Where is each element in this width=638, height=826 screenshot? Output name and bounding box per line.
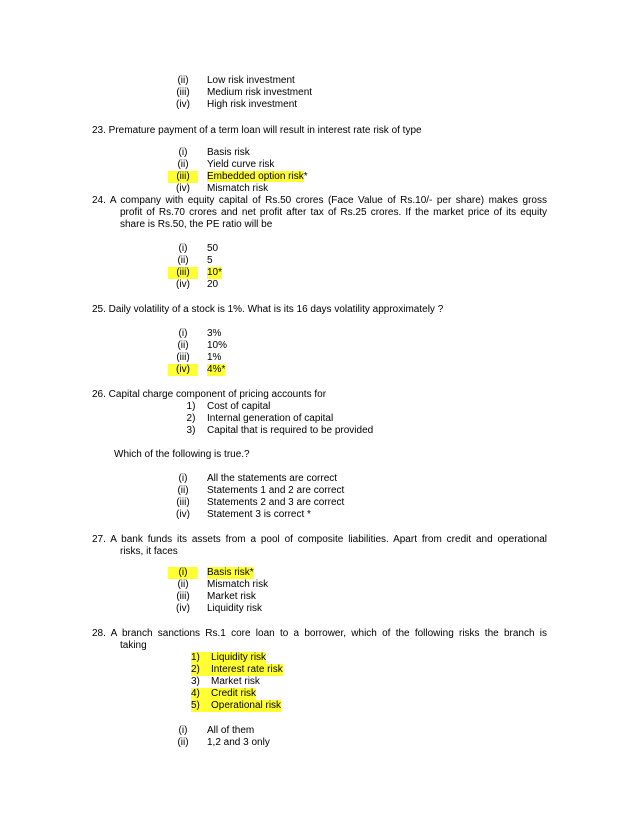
highlighted-sub-item (191, 664, 283, 676)
sub-item-text: Liquidity risk (211, 652, 267, 663)
question-26-stem: 26. Capital charge component of pricing accounts for (92, 389, 327, 400)
question-26-prompt: Which of the following is true.? (114, 449, 250, 460)
option-number: (ii) (177, 579, 189, 590)
option-number: (iii) (176, 87, 190, 98)
option-text: High risk investment (207, 99, 298, 110)
sub-item-number: 4) (191, 688, 200, 699)
option-text: Medium risk investment (207, 87, 313, 98)
option-text: 5 (207, 255, 213, 266)
option-text: 3% (207, 328, 222, 339)
answer-option (207, 171, 308, 183)
sub-item-text: Market risk (211, 676, 260, 687)
question-28-stem-line1: 28. A branch sanctions Rs.1 core loan to a borrower, which of the following risks the branch is (92, 628, 547, 639)
option-text: Mismatch risk (207, 183, 269, 194)
option-text: Low risk investment (207, 75, 295, 86)
answer-marker: * (303, 171, 308, 182)
highlighted-sub-item (191, 688, 256, 700)
sub-item-number: 1) (191, 652, 200, 663)
highlighted-sub-item (191, 652, 266, 664)
option-number: (ii) (177, 340, 189, 351)
sub-item-number: 2) (191, 664, 200, 675)
sub-item-text: Capital that is required to be provided (207, 425, 374, 436)
option-number: (iv) (176, 183, 190, 194)
option-text: Basis risk (207, 147, 250, 158)
sub-item-number: 3) (191, 676, 200, 687)
option-number: (iii) (176, 497, 190, 508)
option-text: 1,2 and 3 only (207, 737, 270, 748)
highlighted-sub-item (191, 700, 281, 712)
option-number: (ii) (177, 737, 189, 748)
question-24-stem-line2: profit of Rs.70 crores and net profit after tax of Rs.25 crores. If the market price of its equity (120, 207, 547, 218)
option-text: Statements 2 and 3 are correct (207, 497, 345, 508)
question-27-stem-line2: risks, it faces (120, 546, 178, 557)
option-number: (i) (178, 328, 188, 339)
option-text: 10% (207, 340, 228, 351)
sub-item-text: Operational risk (211, 700, 282, 711)
option-text: Mismatch risk (207, 579, 269, 590)
option-text: Statement 3 is correct * (207, 509, 311, 520)
question-24-stem-line3: share is Rs.50, the PE ratio will be (120, 219, 273, 230)
question-28-stem-line2: taking (120, 640, 147, 651)
option-text: All of them (207, 725, 255, 736)
option-text: Liquidity risk (207, 603, 263, 614)
option-number: (i) (178, 147, 188, 158)
option-number: (ii) (177, 485, 189, 496)
sub-item-text: Internal generation of capital (207, 413, 334, 424)
option-number: (iii) (176, 591, 190, 602)
question-25-stem: 25. Daily volatility of a stock is 1%. What is its 16 days volatility approximately ? (92, 304, 444, 315)
highlighted-answer: Embedded option risk (207, 171, 304, 182)
option-number: (iii) (176, 352, 190, 363)
highlighted-answer: 4%* (207, 364, 226, 375)
sub-item-text: Cost of capital (207, 401, 271, 412)
sub-item-text: Interest rate risk (211, 664, 283, 675)
option-number: (iv) (176, 279, 190, 290)
option-number: (ii) (177, 159, 189, 170)
option-number: (i) (178, 725, 188, 736)
question-27-stem-line1: 27. A bank funds its assets from a pool of composite liabilities. Apart from credit and operational (92, 534, 547, 545)
sub-item-number: 5) (191, 700, 200, 711)
option-number-highlighted: (iii) (168, 267, 198, 279)
option-number-highlighted: (i) (168, 567, 198, 579)
question-24-stem-line1: 24. A company with equity capital of Rs.50 crores (Face Value of Rs.10/- per share) makes gross (92, 195, 547, 206)
option-text: Market risk (207, 591, 256, 602)
option-number: (iv) (176, 509, 190, 520)
sub-item-number: 1) (186, 401, 196, 412)
option-number: (ii) (177, 255, 189, 266)
option-number: (i) (178, 473, 188, 484)
sub-item-text: Credit risk (211, 688, 257, 699)
option-text: All the statements are correct (207, 473, 338, 484)
sub-item (191, 676, 260, 688)
option-number: (iv) (176, 603, 190, 614)
highlighted-answer: 10* (207, 267, 223, 278)
option-number: (ii) (177, 75, 189, 86)
option-number: (iv) (176, 99, 190, 110)
question-23-stem: 23. Premature payment of a term loan will result in interest rate risk of type (92, 125, 422, 136)
sub-item-number: 3) (186, 425, 196, 436)
option-text: 50 (207, 243, 219, 254)
option-text: 1% (207, 352, 222, 363)
option-text: Yield curve risk (207, 159, 275, 170)
option-text: 20 (207, 279, 219, 290)
highlighted-answer: Basis risk* (207, 567, 254, 578)
option-number-highlighted: (iv) (168, 364, 198, 376)
option-text: Statements 1 and 2 are correct (207, 485, 345, 496)
sub-item-number: 2) (186, 413, 196, 424)
option-number: (i) (178, 243, 188, 254)
option-number-highlighted: (iii) (168, 171, 198, 183)
